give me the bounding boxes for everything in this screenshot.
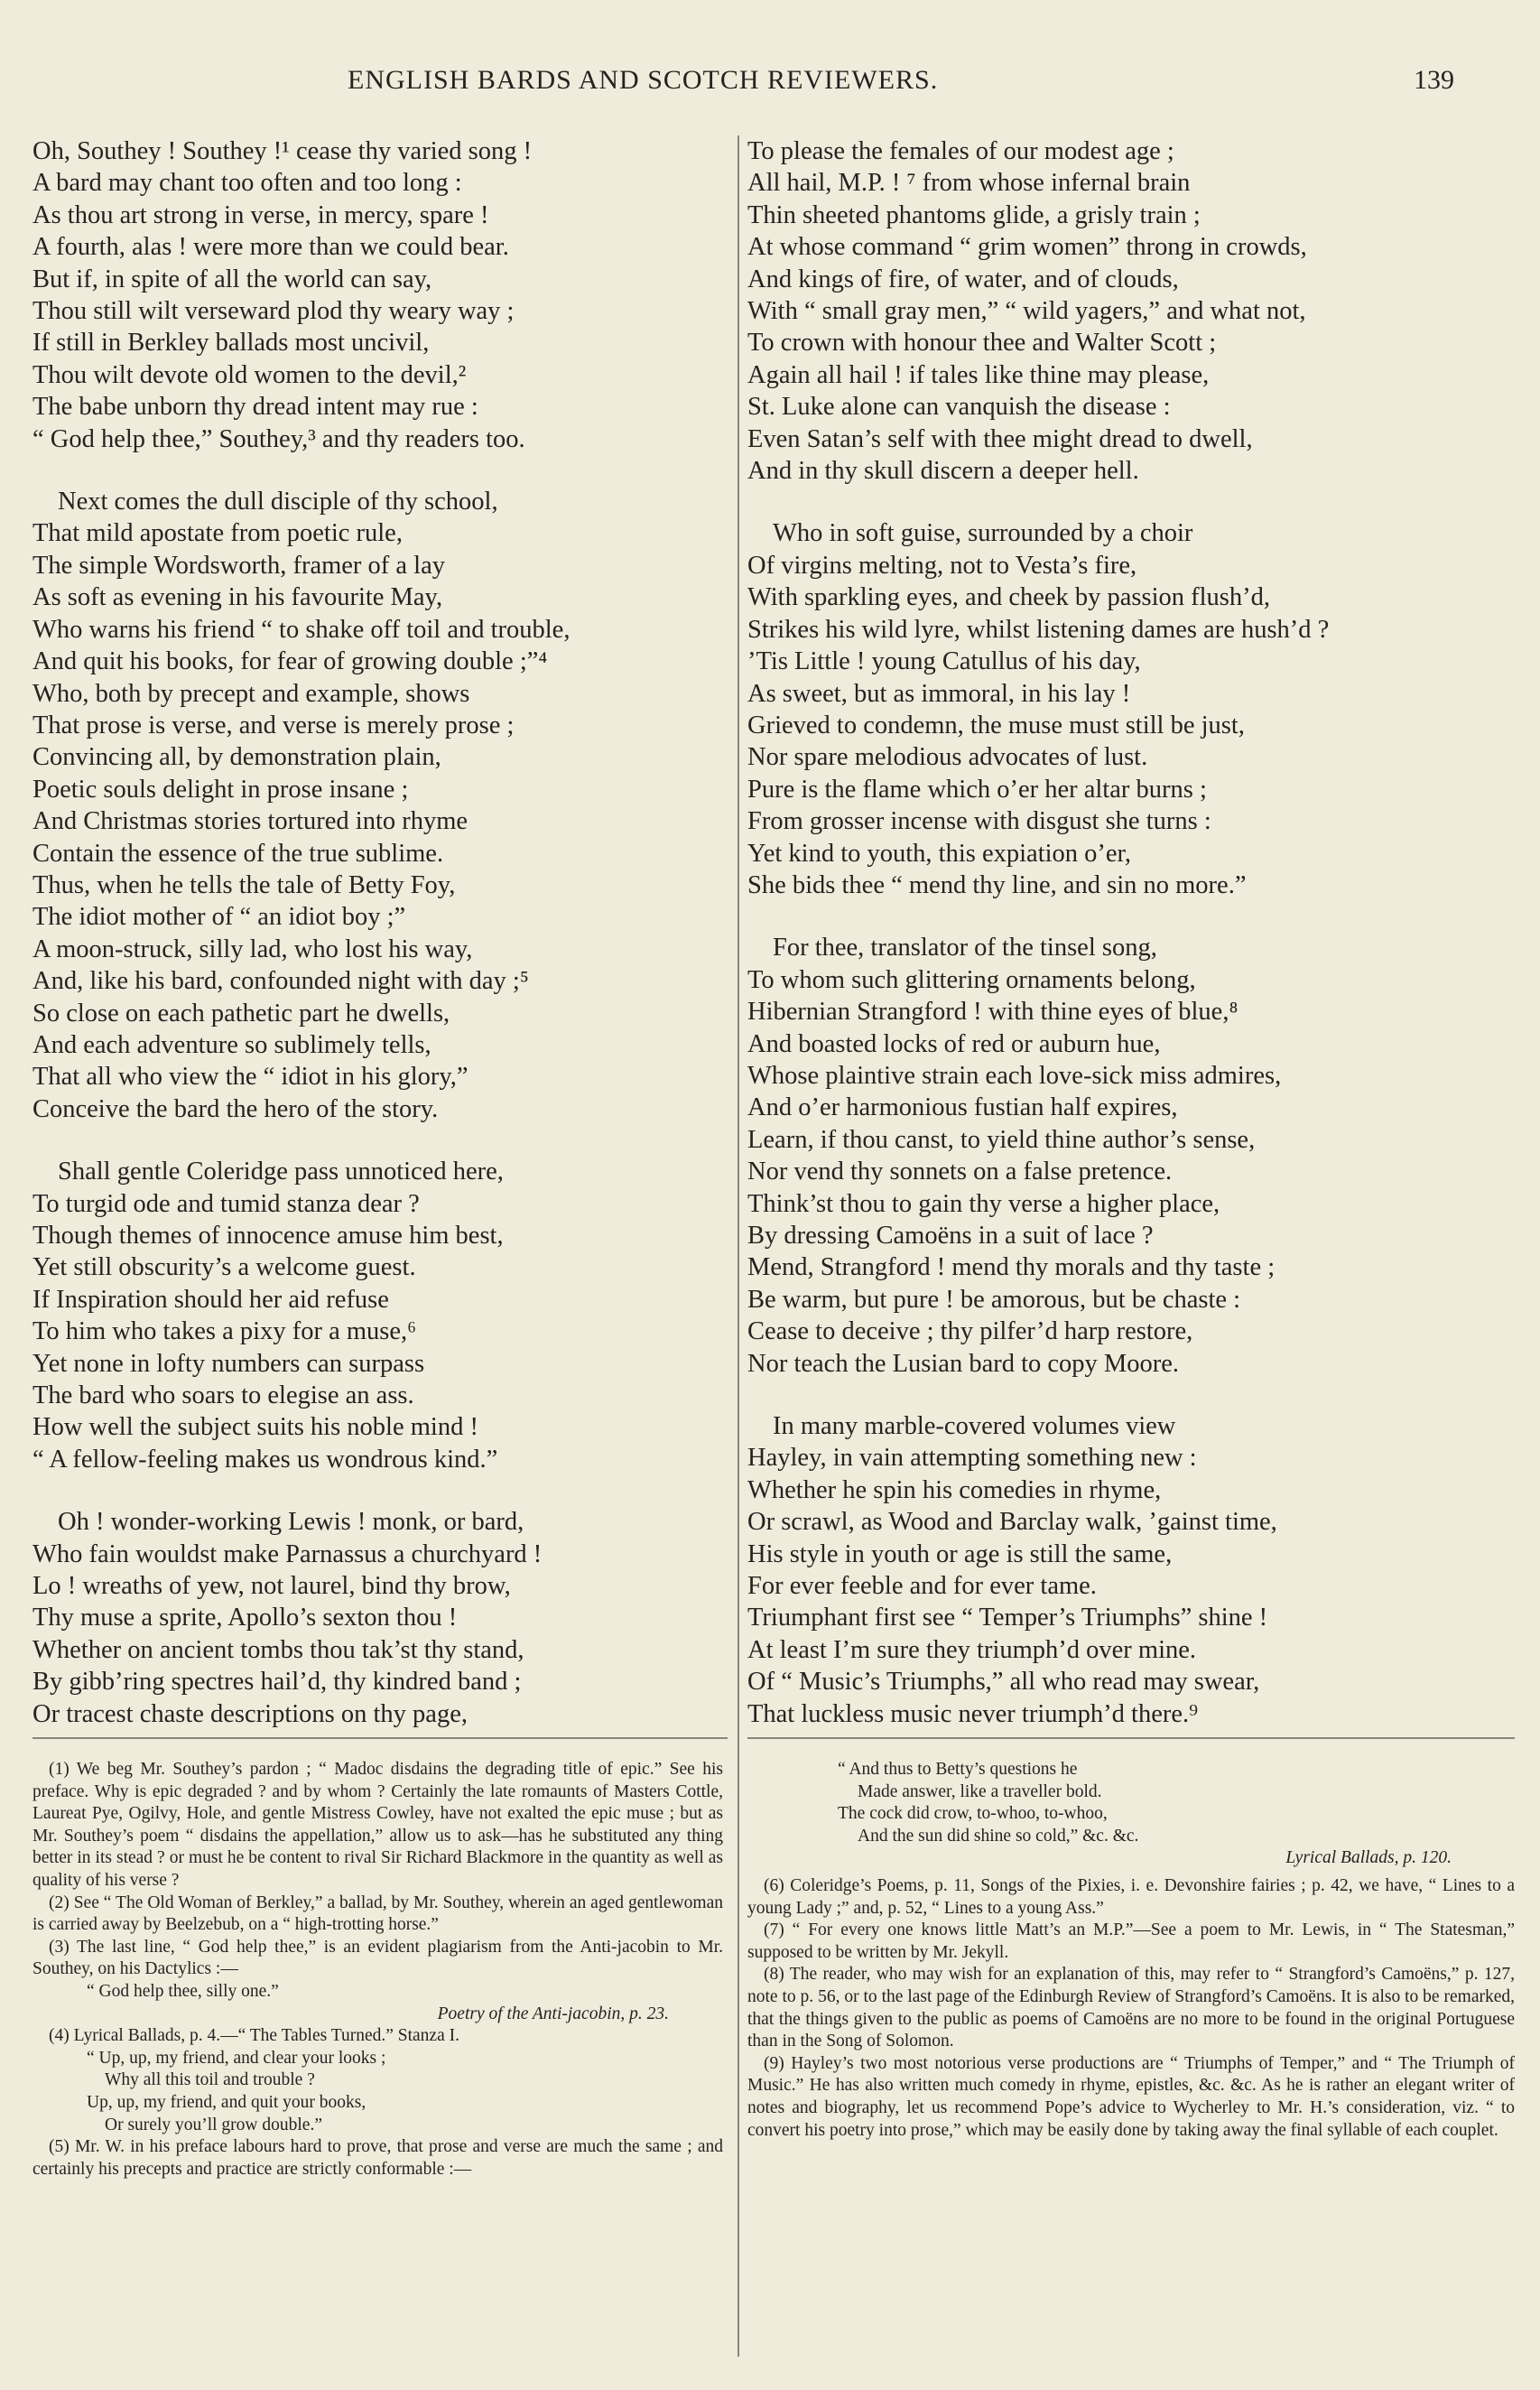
verse-line: “ A fellow-feeling makes us wondrous kind.” [32,1445,498,1474]
verse-line: Yet kind to youth, this expiation o’er, [747,839,1132,868]
footnote-8: (8) The reader, who may wish for an explanation of this, may refer to “ Strangford’s Camoëns,” p. 127, note to p. 56, or to the last page of the Edinburgh Review of Strangford’s Camoëns. It is also to be remarked, that the things given to the public as poems of Camoëns are no more to be found in the original Portuguese than in the Song of Solomon. [747,1965,1515,2051]
verse-line: And, like his bard, confounded night with day ;⁵ [32,967,529,996]
stanza [747,135,1515,487]
verse-line: The idiot mother of “ an idiot boy ;” [32,903,406,932]
verse-line: By gibb’ring spectres hail’d, thy kindred band ; [32,1668,522,1697]
verse-line: Whose plaintive strain each love-sick miss admires, [747,1061,1282,1090]
verse-line: Mend, Strangford ! mend thy morals and thy taste ; [747,1253,1276,1282]
quote-line: “ God help thee, silly one.” [87,1981,279,2001]
stanza [32,1506,728,1730]
verse-line: “ God help thee,” Southey,³ and thy readers too. [32,424,525,453]
verse-line: She bids thee “ mend thy line, and sin no more.” [747,870,1247,899]
verse-line: Hayley, in vain attempting something new : [747,1444,1197,1473]
verse-line: Thin sheeted phantoms glide, a grisly train ; [747,200,1201,229]
verse-line: Even Satan’s self with thee might dread to dwell, [747,424,1253,453]
verse-line: The babe unborn thy dread intent may rue : [32,393,478,422]
verse-line: That all who view the “ idiot in his glory,” [32,1063,468,1092]
verse-line: His style in youth or age is still the same, [747,1539,1173,1568]
footnotes-left [32,1759,723,2181]
footnote-citation: Poetry of the Anti-jacobin, p. 23. [437,2004,669,2023]
verse-line: But if, in spite of all the world can say, [32,265,432,293]
footnote-5: (5) Mr. W. in his preface labours hard to prove, that prose and verse are much the same ; and certainly his precepts and practice are strictly conformable :— [32,2137,723,2179]
stanza [747,1410,1515,1730]
verse-line: That luckless music never triumph’d there.⁹ [747,1699,1199,1728]
verse-line: A moon-struck, silly lad, who lost his way, [32,935,473,963]
footnote-rule [32,1737,728,1739]
verse-line: Next comes the dull disciple of thy school, [58,488,498,516]
verse-line: From grosser incense with disgust she turns : [747,807,1211,836]
verse-line: That mild apostate from poetic rule, [32,519,403,548]
stanza [32,486,728,1125]
verse-line: And kings of fire, of water, and of clouds, [747,265,1179,293]
footnote-3: (3) The last line, “ God help thee,” is an evident plagiarism from the Anti-jacobin to Mr. Southey, on his Dactylics :— [32,1937,723,1979]
verse-line: In many marble-covered volumes view [773,1412,1176,1441]
verse-line: Poetic souls delight in prose insane ; [32,775,409,804]
verse-line: At least I’m sure they triumph’d over mine. [747,1635,1197,1664]
verse-line: And quit his books, for fear of growing double ;”⁴ [32,647,548,676]
page-number: 139 [1414,65,1454,95]
footnote-quote [747,1759,1515,1847]
verse-line: To turgid ode and tumid stanza dear ? [32,1189,420,1218]
verse-line: For thee, translator of the tinsel song, [773,934,1157,963]
verse-line: Whether on ancient tombs thou tak’st thy stand, [32,1635,524,1664]
stanza [32,135,728,455]
stanza [747,517,1515,901]
verse-line: Yet still obscurity’s a welcome guest. [32,1253,416,1282]
verse-line: Pure is the flame which o’er her altar burns ; [747,775,1207,804]
verse-line: The bard who soars to elegise an ass. [32,1381,414,1410]
verse-line: Who in soft guise, surrounded by a choir [773,519,1193,548]
verse-line: Thy muse a sprite, Apollo’s sexton thou ! [32,1604,458,1632]
left-verse-column [32,135,728,1761]
verse-line: Thus, when he tells the tale of Betty Foy, [32,870,456,899]
verse-line: That prose is verse, and verse is merely prose ; [32,711,515,739]
verse-line: To him who takes a pixy for a muse,⁶ [32,1317,417,1346]
verse-line: Who, both by precept and example, shows [32,679,470,708]
verse-line: A fourth, alas ! were more than we could bear. [32,233,509,262]
verse-line: Of “ Music’s Triumphs,” all who read may swear, [747,1668,1260,1697]
verse-line: If Inspiration should her aid refuse [32,1285,389,1314]
running-head: ENGLISH BARDS AND SCOTCH REVIEWERS. [348,65,939,95]
verse-line: And boasted locks of red or auburn hue, [747,1029,1161,1058]
verse-line: Grieved to condemn, the muse must still be just, [747,711,1245,739]
verse-line: And o’er harmonious fustian half expires, [747,1093,1178,1122]
column-divider [738,135,739,2357]
verse-line: Oh, Southey ! Southey !¹ cease thy varied song ! [32,137,533,165]
footnote-quote [32,1981,723,2004]
verse-line: Thou still wilt verseward plod thy weary way ; [32,297,515,326]
quote-line: “ And thus to Betty’s questions he [838,1760,1078,1779]
verse-line: And Christmas stories tortured into rhyme [32,807,468,836]
verse-line: Yet none in lofty numbers can surpass [32,1349,425,1378]
quote-line: “ Up, up, my friend, and clear your looks ; [87,2048,386,2068]
verse-line: Cease to deceive ; thy pilfer’d harp restore, [747,1317,1193,1346]
verse-line: Convincing all, by demonstration plain, [32,743,441,772]
quote-line: Or surely you’ll grow double.” [105,2115,322,2134]
verse-line: Again all hail ! if tales like thine may please, [747,360,1210,389]
page-header [0,65,1540,110]
verse-line: Learn, if thou canst, to yield thine author’s sense, [747,1125,1256,1154]
verse-line: Nor teach the Lusian bard to copy Moore. [747,1349,1180,1378]
verse-line: Conceive the bard the hero of the story. [32,1094,439,1123]
verse-line: As sweet, but as immoral, in his lay ! [747,679,1131,708]
footnote-quote [32,2048,723,2136]
stanza [32,1156,728,1475]
footnote-6: (6) Coleridge’s Poems, p. 11, Songs of the Pixies, i. e. Devonshire fairies ; p. 42, we have, “ Lines to a young Lady ;” and, p. 52, “ Lines to a young Ass.” [747,1875,1515,1918]
verse-line: Hibernian Strangford ! with thine eyes of blue,⁸ [747,998,1238,1027]
footnote-citation: Lyrical Ballads, p. 120. [1285,1848,1452,1868]
verse-line: As soft as evening in his favourite May, [32,583,443,612]
verse-line: All hail, M.P. ! ⁷ from whose infernal brain [747,169,1191,198]
verse-line: With “ small gray men,” “ wild yagers,” and what not, [747,297,1306,326]
verse-line: As thou art strong in verse, in mercy, spare ! [32,200,489,229]
verse-line: Who warns his friend “ to shake off toil and trouble, [32,615,571,644]
verse-line: To whom such glittering ornaments belong, [747,965,1196,994]
verse-line: Of virgins melting, not to Vesta’s fire, [747,551,1137,580]
verse-line: Shall gentle Coleridge pass unnoticed here, [58,1158,504,1186]
verse-line: To please the females of our modest age ; [747,137,1174,165]
verse-line: With sparkling eyes, and cheek by passion flush’d, [747,583,1271,612]
verse-line: Nor spare melodious advocates of lust. [747,743,1148,772]
right-verse-column [747,135,1515,1761]
quote-line: And the sun did shine so cold,” &c. &c. [858,1826,1139,1846]
footnote-9: (9) Hayley’s two most notorious verse productions are “ Triumphs of Temper,” and “ The Triumph of Music.” He has also written much comedy in rhyme, epistles, &c. &c. As he is rather an elegant writer of notes and biography, let us recommend Pope’s advice to Wycherley to Mr. H.’s consideration, viz. “ to convert his poetry into prose,” which may be easily done by taking away the final syllable of each couplet. [747,2053,1515,2140]
verse-line: At whose command “ grim women” throng in crowds, [747,233,1307,262]
verse-line: Though themes of innocence amuse him best, [32,1222,504,1250]
footnote-7: (7) “ For every one knows little Matt’s an M.P.”—See a poem to Mr. Lewis, in “ The Statesman,” supposed to be written by Mr. Jekyll. [747,1920,1515,1962]
verse-line: St. Luke alone can vanquish the disease : [747,393,1171,422]
verse-line: Nor vend thy sonnets on a false pretence. [747,1158,1173,1186]
verse-line: A bard may chant too often and too long : [32,169,462,198]
verse-line: So close on each pathetic part he dwells, [32,999,450,1028]
verse-line: Be warm, but pure ! be amorous, but be chaste : [747,1285,1241,1314]
verse-line: Strikes his wild lyre, whilst listening dames are hush’d ? [747,615,1330,644]
verse-line: Or tracest chaste descriptions on thy page, [32,1699,468,1728]
quote-line: Up, up, my friend, and quit your books, [87,2092,366,2112]
footnotes-right [747,1759,1515,2142]
verse-line: Lo ! wreaths of yew, not laurel, bind thy brow, [32,1572,511,1601]
verse-line: Who fain wouldst make Parnassus a churchyard ! [32,1539,543,1568]
verse-line: Whether he spin his comedies in rhyme, [747,1475,1162,1504]
verse-line: The simple Wordsworth, framer of a lay [32,551,446,580]
verse-line: If still in Berkley ballads most uncivil, [32,329,430,358]
quote-line: Why all this toil and trouble ? [105,2070,315,2090]
verse-line: To crown with honour thee and Walter Scott ; [747,329,1217,358]
footnote-rule [747,1737,1515,1739]
verse-line: And in thy skull discern a deeper hell. [747,457,1139,486]
quote-line: The cock did crow, to-whoo, to-whoo, [838,1804,1108,1824]
footnote-1: (1) We beg Mr. Southey’s pardon ; “ Madoc disdains the degrading title of epic.” See his preface. Why is epic degraded ? and by whom ? Certainly the late romaunts of Masters Cottle, Laureat Pye, Ogilvy, Hole, and gentle Mistress Cowley, have not exalted the epic muse ; but as Mr. Southey’s poem “ disdains the appellation,” allow us to ask—has he substituted any thing better in its stead ? or must he be content to rival Sir Richard Blackmore in the quantity as well as quality of his verse ? [32,1760,723,1890]
verse-line: For ever feeble and for ever tame. [747,1572,1097,1601]
verse-line: ’Tis Little ! young Catullus of his day, [747,647,1141,676]
verse-line: Thou wilt devote old women to the devil,² [32,360,467,389]
verse-line: Triumphant first see “ Temper’s Triumphs” shine ! [747,1604,1268,1632]
footnote-4: (4) Lyrical Ballads, p. 4.—“ The Tables Turned.” Stanza I. [49,2026,459,2046]
verse-line: Oh ! wonder-working Lewis ! monk, or bard, [58,1508,524,1537]
verse-line: Think’st thou to gain thy verse a higher place, [747,1189,1220,1218]
quote-line: Made answer, like a traveller bold. [858,1781,1102,1801]
verse-line: How well the subject suits his noble mind ! [32,1413,478,1442]
stanza [747,932,1515,1380]
footnote-2: (2) See “ The Old Woman of Berkley,” a ballad, by Mr. Southey, wherein an aged gentlewoman is carried away by Beelzebub, on a “ high-trotting horse.” [32,1892,723,1935]
verse-line: And each adventure so sublimely tells, [32,1030,431,1059]
verse-line: Contain the essence of the true sublime. [32,839,444,868]
verse-line: Or scrawl, as Wood and Barclay walk, ’gainst time, [747,1508,1277,1537]
verse-line: By dressing Camoëns in a suit of lace ? [747,1222,1154,1250]
